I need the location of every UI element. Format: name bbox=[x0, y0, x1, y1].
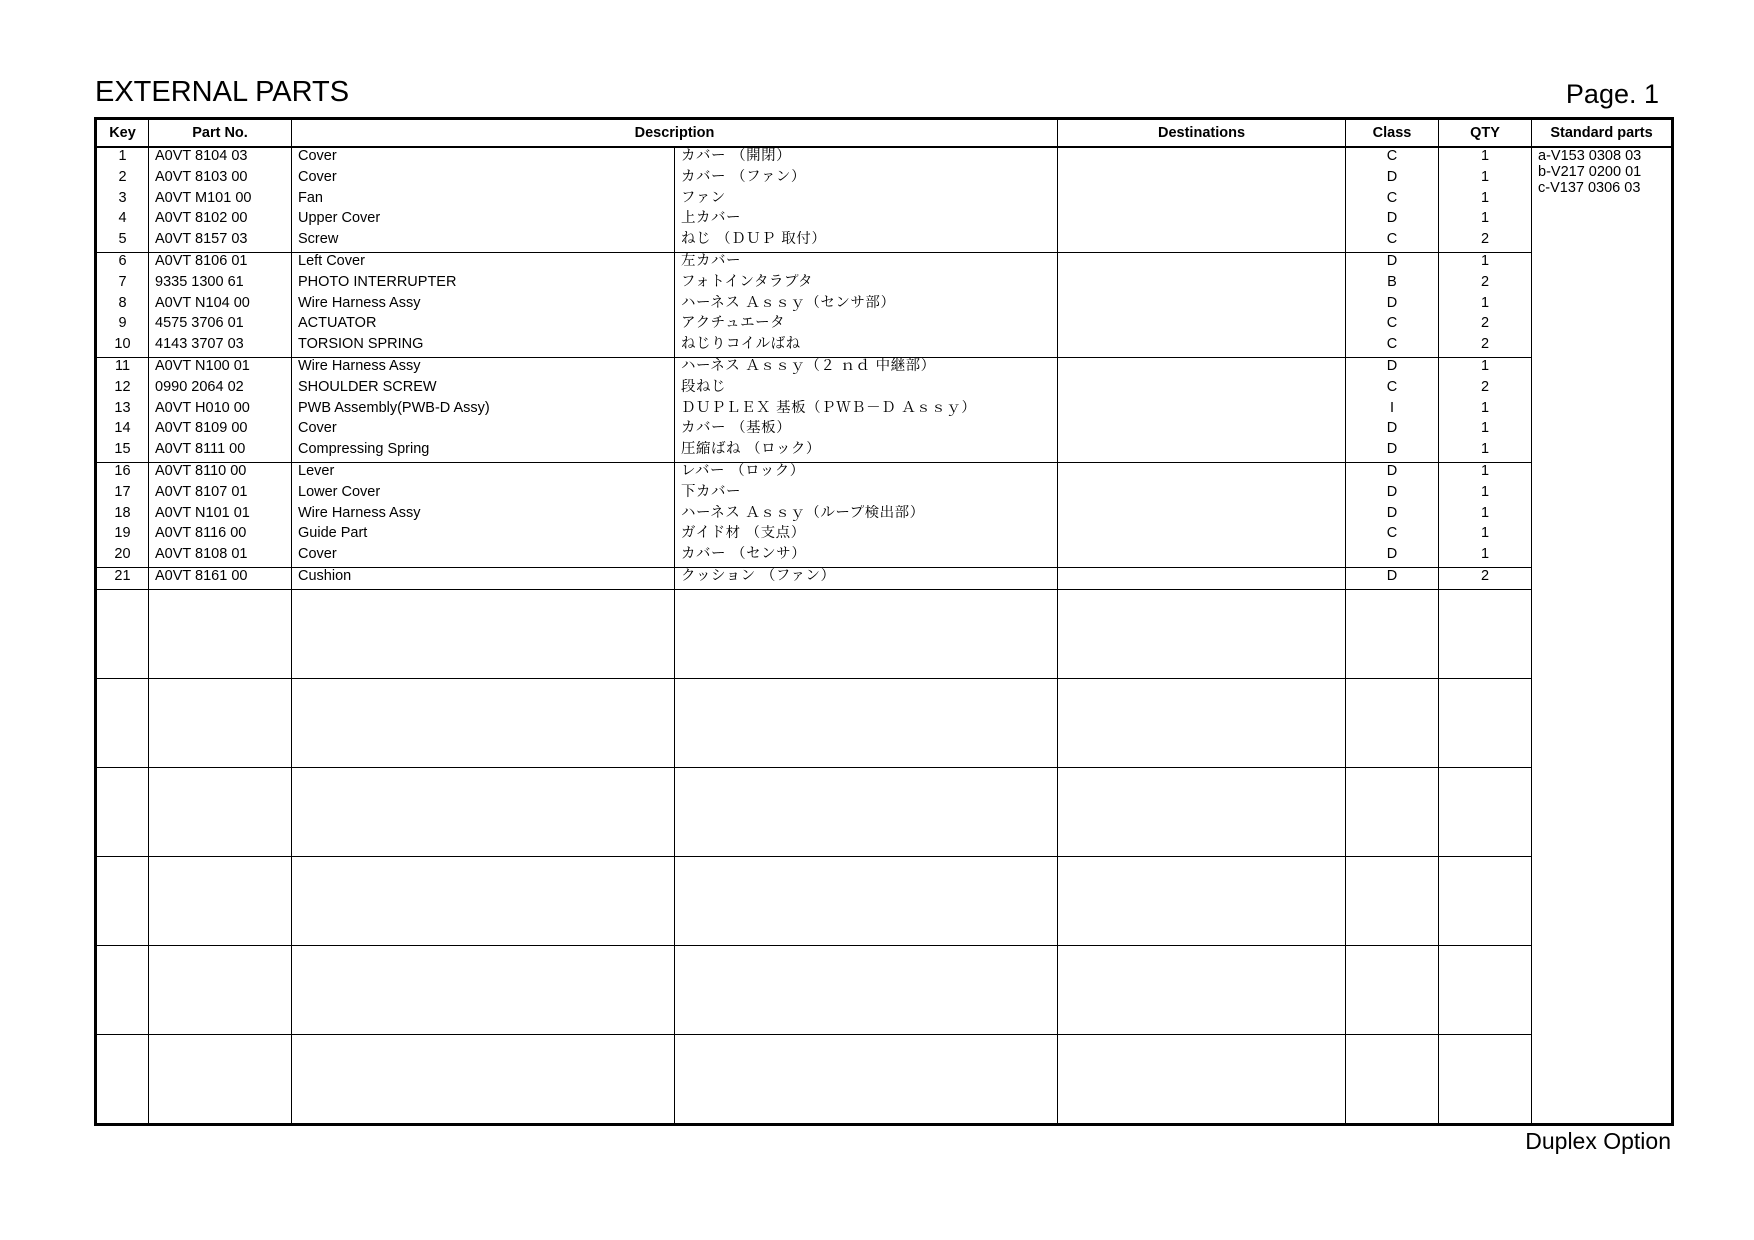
cell-cls: D bbox=[1346, 253, 1439, 274]
cell-dest bbox=[1058, 253, 1346, 274]
table-row bbox=[96, 253, 1673, 274]
blank-cell bbox=[1439, 590, 1532, 679]
cell-jp: ファン bbox=[675, 190, 1058, 211]
cell-key: 9 bbox=[96, 315, 149, 336]
cell-en: Wire Harness Assy bbox=[292, 295, 675, 316]
header-class: Class bbox=[1346, 119, 1439, 148]
blank-cell bbox=[149, 590, 292, 679]
cell-key: 8 bbox=[96, 295, 149, 316]
table-row bbox=[96, 505, 1673, 526]
cell-qty: 1 bbox=[1439, 253, 1532, 274]
cell-cls: B bbox=[1346, 274, 1439, 295]
blank-cell bbox=[292, 590, 675, 679]
cell-dest bbox=[1058, 315, 1346, 336]
cell-key: 20 bbox=[96, 546, 149, 567]
cell-jp: 段ねじ bbox=[675, 379, 1058, 400]
cell-en: Wire Harness Assy bbox=[292, 358, 675, 379]
cell-key: 7 bbox=[96, 274, 149, 295]
cell-part: A0VT 8103 00 bbox=[149, 169, 292, 190]
cell-part: A0VT N104 00 bbox=[149, 295, 292, 316]
cell-jp: カバー （開閉） bbox=[675, 147, 1058, 169]
standard-parts-cell bbox=[1532, 147, 1673, 1125]
cell-key: 11 bbox=[96, 358, 149, 379]
cell-jp: ねじ （ＤＵＰ 取付） bbox=[675, 231, 1058, 252]
cell-part: A0VT N100 01 bbox=[149, 358, 292, 379]
blank-cell bbox=[292, 679, 675, 768]
cell-en: Cover bbox=[292, 546, 675, 567]
standard-part: b-V217 0200 01 bbox=[1538, 164, 1642, 180]
cell-qty: 1 bbox=[1439, 546, 1532, 567]
cell-part: A0VT 8116 00 bbox=[149, 525, 292, 546]
cell-part: A0VT 8161 00 bbox=[149, 568, 292, 589]
table-row bbox=[96, 546, 1673, 567]
blank-cell bbox=[1058, 590, 1346, 679]
blank-cell bbox=[1058, 679, 1346, 768]
cell-jp: 下カバー bbox=[675, 484, 1058, 505]
table-row bbox=[96, 568, 1673, 589]
cell-qty: 1 bbox=[1439, 295, 1532, 316]
blank-cell bbox=[96, 857, 149, 946]
cell-en: SHOULDER SCREW bbox=[292, 379, 675, 400]
cell-key: 21 bbox=[96, 568, 149, 589]
blank-cell bbox=[1058, 857, 1346, 946]
header-standard-parts: Standard parts bbox=[1532, 119, 1673, 148]
cell-cls: D bbox=[1346, 463, 1439, 484]
cell-dest bbox=[1058, 505, 1346, 526]
cell-part: A0VT 8107 01 bbox=[149, 484, 292, 505]
blank-row bbox=[96, 679, 1673, 768]
blank-cell bbox=[1058, 1035, 1346, 1125]
blank-cell bbox=[292, 768, 675, 857]
blank-cell bbox=[96, 590, 149, 679]
table-row bbox=[96, 463, 1673, 484]
page-number: Page. 1 bbox=[1565, 79, 1659, 109]
blank-cell bbox=[96, 768, 149, 857]
cell-cls: C bbox=[1346, 315, 1439, 336]
blank-cell bbox=[1346, 857, 1439, 946]
cell-part: A0VT 8111 00 bbox=[149, 441, 292, 462]
cell-dest bbox=[1058, 484, 1346, 505]
blank-cell bbox=[149, 768, 292, 857]
cell-cls: C bbox=[1346, 231, 1439, 252]
cell-en: Screw bbox=[292, 231, 675, 252]
table-row bbox=[96, 169, 1673, 190]
cell-jp: 左カバー bbox=[675, 253, 1058, 274]
cell-dest bbox=[1058, 295, 1346, 316]
cell-key: 1 bbox=[96, 147, 149, 169]
cell-cls: C bbox=[1346, 379, 1439, 400]
blank-cell bbox=[1346, 1035, 1439, 1125]
cell-cls: D bbox=[1346, 546, 1439, 567]
cell-qty: 1 bbox=[1439, 147, 1532, 169]
cell-qty: 1 bbox=[1439, 441, 1532, 462]
cell-qty: 2 bbox=[1439, 274, 1532, 295]
blank-cell bbox=[96, 679, 149, 768]
blank-cell bbox=[675, 946, 1058, 1035]
cell-cls: D bbox=[1346, 505, 1439, 526]
cell-qty: 1 bbox=[1439, 190, 1532, 211]
blank-cell bbox=[149, 946, 292, 1035]
cell-en: Cover bbox=[292, 147, 675, 169]
cell-key: 10 bbox=[96, 336, 149, 357]
table-row bbox=[96, 358, 1673, 379]
blank-cell bbox=[675, 857, 1058, 946]
blank-cell bbox=[149, 679, 292, 768]
cell-jp: ねじりコイルばね bbox=[675, 336, 1058, 357]
cell-qty: 2 bbox=[1439, 568, 1532, 589]
cell-cls: D bbox=[1346, 169, 1439, 190]
blank-cell bbox=[675, 679, 1058, 768]
blank-cell bbox=[675, 768, 1058, 857]
cell-qty: 2 bbox=[1439, 336, 1532, 357]
cell-cls: C bbox=[1346, 336, 1439, 357]
blank-cell bbox=[96, 946, 149, 1035]
cell-part: A0VT 8106 01 bbox=[149, 253, 292, 274]
cell-jp: 上カバー bbox=[675, 210, 1058, 231]
blank-cell bbox=[149, 857, 292, 946]
cell-jp: クッション （ファン） bbox=[675, 568, 1058, 589]
cell-en: Wire Harness Assy bbox=[292, 505, 675, 526]
blank-cell bbox=[1439, 768, 1532, 857]
cell-dest bbox=[1058, 169, 1346, 190]
blank-cell bbox=[1346, 590, 1439, 679]
cell-dest bbox=[1058, 379, 1346, 400]
blank-cell bbox=[292, 857, 675, 946]
cell-key: 16 bbox=[96, 463, 149, 484]
cell-en: Fan bbox=[292, 190, 675, 211]
table-row bbox=[96, 315, 1673, 336]
blank-cell bbox=[1439, 679, 1532, 768]
cell-en: ACTUATOR bbox=[292, 315, 675, 336]
cell-qty: 1 bbox=[1439, 358, 1532, 379]
table-row bbox=[96, 441, 1673, 462]
standard-part: a-V153 0308 03 bbox=[1538, 148, 1642, 164]
cell-key: 2 bbox=[96, 169, 149, 190]
table-row bbox=[96, 147, 1673, 169]
table-row bbox=[96, 231, 1673, 252]
cell-cls: D bbox=[1346, 568, 1439, 589]
cell-dest bbox=[1058, 546, 1346, 567]
table-row bbox=[96, 400, 1673, 421]
cell-jp: カバー （基板） bbox=[675, 420, 1058, 441]
blank-cell bbox=[1346, 946, 1439, 1035]
table-row bbox=[96, 274, 1673, 295]
cell-key: 14 bbox=[96, 420, 149, 441]
blank-cell bbox=[96, 1035, 149, 1125]
cell-qty: 2 bbox=[1439, 231, 1532, 252]
header-part-no: Part No. bbox=[149, 119, 292, 148]
cell-en: Compressing Spring bbox=[292, 441, 675, 462]
cell-cls: C bbox=[1346, 147, 1439, 169]
cell-en: PHOTO INTERRUPTER bbox=[292, 274, 675, 295]
cell-qty: 2 bbox=[1439, 315, 1532, 336]
cell-cls: D bbox=[1346, 295, 1439, 316]
table-row bbox=[96, 295, 1673, 316]
cell-part: 4143 3707 03 bbox=[149, 336, 292, 357]
cell-jp: ハーネス Ａｓｓｙ（２ ｎｄ 中継部） bbox=[675, 358, 1058, 379]
cell-en: Left Cover bbox=[292, 253, 675, 274]
cell-key: 6 bbox=[96, 253, 149, 274]
cell-en: PWB Assembly(PWB-D Assy) bbox=[292, 400, 675, 421]
cell-cls: D bbox=[1346, 484, 1439, 505]
cell-key: 17 bbox=[96, 484, 149, 505]
cell-dest bbox=[1058, 441, 1346, 462]
cell-part: A0VT 8102 00 bbox=[149, 210, 292, 231]
cell-jp: 圧縮ばね （ロック） bbox=[675, 441, 1058, 462]
cell-key: 18 bbox=[96, 505, 149, 526]
table-row bbox=[96, 190, 1673, 211]
cell-en: Guide Part bbox=[292, 525, 675, 546]
table-row bbox=[96, 484, 1673, 505]
cell-cls: D bbox=[1346, 441, 1439, 462]
blank-cell bbox=[149, 1035, 292, 1125]
cell-part: A0VT 8157 03 bbox=[149, 231, 292, 252]
page-title: EXTERNAL PARTS bbox=[95, 76, 350, 108]
cell-part: A0VT N101 01 bbox=[149, 505, 292, 526]
footer-label: Duplex Option bbox=[1525, 1128, 1671, 1154]
cell-qty: 1 bbox=[1439, 169, 1532, 190]
cell-dest bbox=[1058, 400, 1346, 421]
cell-key: 15 bbox=[96, 441, 149, 462]
cell-qty: 1 bbox=[1439, 484, 1532, 505]
cell-jp: ハーネス Ａｓｓｙ（ループ検出部） bbox=[675, 505, 1058, 526]
table-row bbox=[96, 210, 1673, 231]
blank-row bbox=[96, 768, 1673, 857]
table-header-row bbox=[96, 119, 1673, 148]
blank-cell bbox=[292, 946, 675, 1035]
cell-dest bbox=[1058, 336, 1346, 357]
cell-en: Lever bbox=[292, 463, 675, 484]
cell-part: A0VT 8108 01 bbox=[149, 546, 292, 567]
blank-cell bbox=[1439, 946, 1532, 1035]
blank-row bbox=[96, 1035, 1673, 1125]
blank-row bbox=[96, 946, 1673, 1035]
cell-en: Lower Cover bbox=[292, 484, 675, 505]
standard-part: c-V137 0306 03 bbox=[1538, 180, 1641, 196]
cell-qty: 2 bbox=[1439, 379, 1532, 400]
blank-cell bbox=[675, 590, 1058, 679]
table-row bbox=[96, 525, 1673, 546]
cell-en: Cover bbox=[292, 169, 675, 190]
cell-jp: フォトインタラプタ bbox=[675, 274, 1058, 295]
blank-row bbox=[96, 857, 1673, 946]
cell-key: 13 bbox=[96, 400, 149, 421]
cell-key: 4 bbox=[96, 210, 149, 231]
cell-cls: I bbox=[1346, 400, 1439, 421]
cell-dest bbox=[1058, 358, 1346, 379]
cell-dest bbox=[1058, 231, 1346, 252]
cell-part: A0VT H010 00 bbox=[149, 400, 292, 421]
blank-cell bbox=[1439, 857, 1532, 946]
cell-dest bbox=[1058, 274, 1346, 295]
cell-key: 12 bbox=[96, 379, 149, 400]
cell-key: 19 bbox=[96, 525, 149, 546]
cell-jp: ガイド材 （支点） bbox=[675, 525, 1058, 546]
cell-cls: C bbox=[1346, 525, 1439, 546]
cell-dest bbox=[1058, 210, 1346, 231]
header-destinations: Destinations bbox=[1058, 119, 1346, 148]
cell-part: 9335 1300 61 bbox=[149, 274, 292, 295]
cell-jp: カバー （センサ） bbox=[675, 546, 1058, 567]
blank-cell bbox=[1346, 679, 1439, 768]
cell-cls: D bbox=[1346, 210, 1439, 231]
cell-qty: 1 bbox=[1439, 525, 1532, 546]
table-row bbox=[96, 420, 1673, 441]
cell-cls: C bbox=[1346, 190, 1439, 211]
cell-en: Upper Cover bbox=[292, 210, 675, 231]
table-row bbox=[96, 379, 1673, 400]
blank-cell bbox=[1346, 768, 1439, 857]
header-key: Key bbox=[96, 119, 149, 148]
table-row bbox=[96, 336, 1673, 357]
cell-qty: 1 bbox=[1439, 400, 1532, 421]
cell-part: 4575 3706 01 bbox=[149, 315, 292, 336]
cell-part: A0VT 8104 03 bbox=[149, 147, 292, 169]
header-qty: QTY bbox=[1439, 119, 1532, 148]
cell-dest bbox=[1058, 568, 1346, 589]
blank-cell bbox=[1439, 1035, 1532, 1125]
blank-cell bbox=[1058, 946, 1346, 1035]
cell-part: A0VT 8110 00 bbox=[149, 463, 292, 484]
cell-dest bbox=[1058, 420, 1346, 441]
blank-row bbox=[96, 590, 1673, 679]
cell-dest bbox=[1058, 463, 1346, 484]
cell-qty: 1 bbox=[1439, 210, 1532, 231]
cell-qty: 1 bbox=[1439, 463, 1532, 484]
cell-qty: 1 bbox=[1439, 420, 1532, 441]
cell-dest bbox=[1058, 525, 1346, 546]
cell-jp: ハーネス Ａｓｓｙ（センサ部） bbox=[675, 295, 1058, 316]
cell-part: 0990 2064 02 bbox=[149, 379, 292, 400]
cell-en: TORSION SPRING bbox=[292, 336, 675, 357]
blank-cell bbox=[292, 1035, 675, 1125]
cell-jp: アクチュエータ bbox=[675, 315, 1058, 336]
cell-dest bbox=[1058, 190, 1346, 211]
cell-key: 5 bbox=[96, 231, 149, 252]
cell-part: A0VT 8109 00 bbox=[149, 420, 292, 441]
blank-cell bbox=[1058, 768, 1346, 857]
cell-key: 3 bbox=[96, 190, 149, 211]
cell-jp: レバー （ロック） bbox=[675, 463, 1058, 484]
blank-cell bbox=[675, 1035, 1058, 1125]
cell-en: Cushion bbox=[292, 568, 675, 589]
cell-qty: 1 bbox=[1439, 505, 1532, 526]
cell-jp: ＤＵＰＬＥＸ 基板（ＰＷＢ－Ｄ Ａｓｓｙ） bbox=[675, 400, 1058, 421]
cell-cls: D bbox=[1346, 420, 1439, 441]
cell-en: Cover bbox=[292, 420, 675, 441]
cell-jp: カバー （ファン） bbox=[675, 169, 1058, 190]
cell-dest bbox=[1058, 147, 1346, 169]
header-description: Description bbox=[292, 119, 1058, 148]
cell-cls: D bbox=[1346, 358, 1439, 379]
cell-part: A0VT M101 00 bbox=[149, 190, 292, 211]
parts-table bbox=[94, 117, 1674, 1126]
